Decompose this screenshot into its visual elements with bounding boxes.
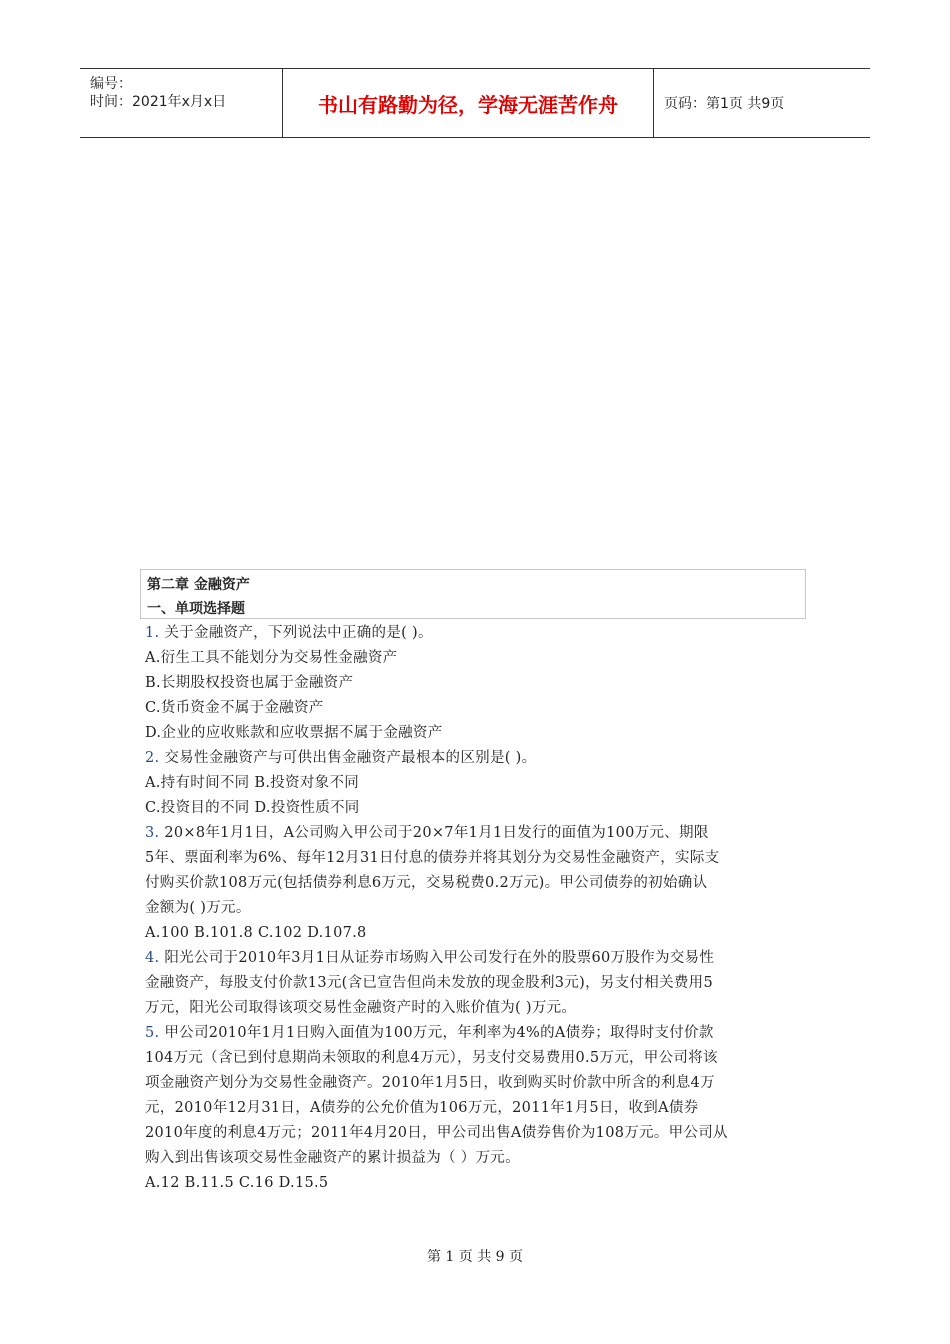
- question-4-line-3: 万元，阳光公司取得该项交易性金融资产时的入账价值为( )万元。: [145, 1000, 577, 1016]
- section-title: 一、单项选择题: [147, 601, 245, 617]
- header-meta: [80, 69, 282, 137]
- question-3-line-2: 5年、票面利率为6%、每年12月31日付息的债券并将其划分为交易性金融资产，实际支: [145, 850, 720, 866]
- time-label: 时间：2021年x月x日: [90, 94, 227, 110]
- question-5-line-5: 2010年度的利息4万元；2011年4月20日，甲公司出售A债券售价为108万元。甲公司从: [145, 1125, 728, 1141]
- question-3-stem: [145, 823, 709, 843]
- question-number: 1.: [145, 625, 160, 641]
- code-label: 编号：: [90, 76, 132, 92]
- question-text: 20×8年1月1日，A公司购入甲公司于20×7年1月1日发行的面值为100万元、期限: [159, 825, 709, 841]
- question-text: 交易性金融资产与可供出售金融资产最根本的区别是( )。: [159, 750, 537, 766]
- question-5-line-3: 项金融资产划分为交易性金融资产。2010年1月5日，收到购买时价款中所含的利息4万: [145, 1075, 715, 1091]
- page-info: 页码：第1页 共9页: [664, 96, 785, 112]
- question-text: 阳光公司于2010年3月1日从证券市场购入甲公司发行在外的股票60万股作为交易性: [159, 950, 715, 966]
- question-2-options-cd: C.投资目的不同 D.投资性质不同: [145, 800, 360, 816]
- question-1-option-d: D.企业的应收账款和应收票据不属于金融资产: [145, 725, 443, 741]
- question-5-line-2: 104万元（含已到付息期尚未领取的利息4万元），另支付交易费用0.5万元，甲公司将该: [145, 1050, 718, 1066]
- question-number: 4.: [145, 950, 160, 966]
- question-5-line-6: 购入到出售该项交易性金融资产的累计损益为（ ）万元。: [145, 1150, 520, 1166]
- question-1-option-b: B.长期股权投资也属于金融资产: [145, 675, 354, 691]
- question-3-line-3: 付购买价款108万元(包括债券利息6万元，交易税费0.2万元)。甲公司债券的初始确认: [145, 875, 708, 891]
- question-3-options: A.100 B.101.8 C.102 D.107.8: [145, 925, 367, 941]
- question-4-line-2: 金融资产，每股支付价款13元(含已宣告但尚未发放的现金股利3元)，另支付相关费用5: [145, 975, 714, 991]
- question-number: 5.: [145, 1025, 160, 1041]
- page-header: [80, 68, 870, 138]
- question-2-stem: [145, 748, 536, 768]
- question-1-stem: [145, 623, 433, 643]
- question-2-options-ab: A.持有时间不同 B.投资对象不同: [145, 775, 360, 791]
- question-text: 关于金融资产，下列说法中正确的是( )。: [159, 625, 433, 641]
- page-footer: 第 1 页 共 9 页: [426, 1249, 524, 1265]
- question-number: 2.: [145, 750, 160, 766]
- question-number: 3.: [145, 825, 160, 841]
- question-5-stem: [145, 1023, 714, 1043]
- chapter-heading-box: [140, 569, 806, 619]
- question-3-line-4: 金额为( )万元。: [145, 900, 251, 916]
- question-5-line-4: 元，2010年12月31日，A债券的公允价值为106万元，2011年1月5日，收到A债券: [145, 1100, 699, 1116]
- question-1-option-c: C.货币资金不属于金融资产: [145, 700, 324, 716]
- question-5-options: A.12 B.11.5 C.16 D.15.5: [145, 1175, 329, 1191]
- chapter-title: 第二章 金融资产: [147, 577, 250, 593]
- question-1-option-a: A.衍生工具不能划分为交易性金融资产: [145, 650, 398, 666]
- question-text: 甲公司2010年1月1日购入面值为100万元，年利率为4%的A债券；取得时支付价款: [159, 1025, 714, 1041]
- question-4-stem: [145, 948, 714, 968]
- motto: 书山有路勤为径，学海无涯苦作舟: [282, 69, 654, 137]
